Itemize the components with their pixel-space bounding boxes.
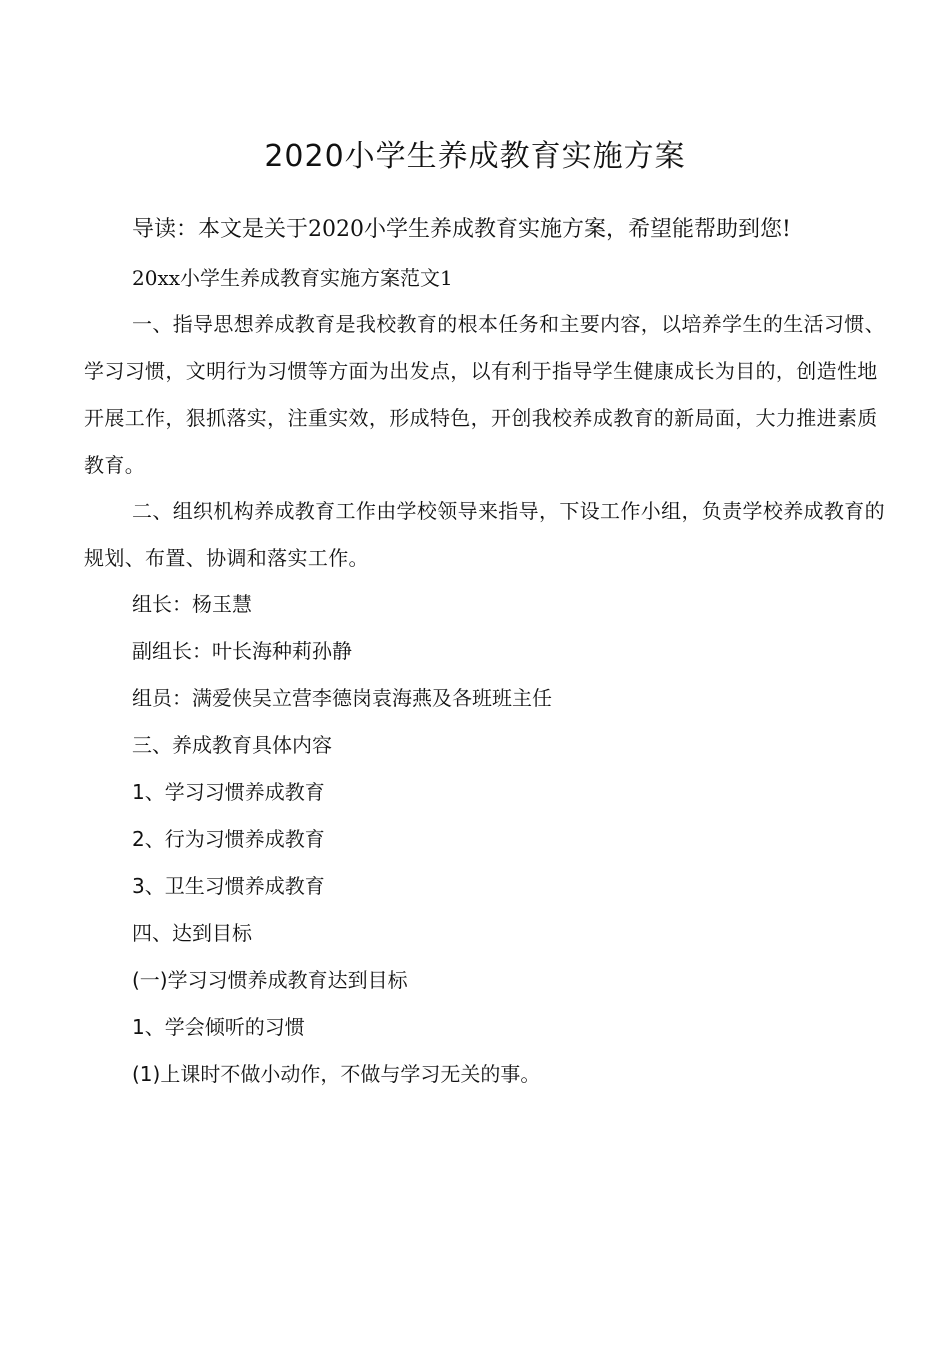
content-item-1: 1、学习习惯养成教育 xyxy=(132,780,325,804)
intro-line: 导读：本文是关于2020小学生养成教育实施方案，希望能帮助到您! xyxy=(132,217,791,242)
content-item-2: 2、行为习惯养成教育 xyxy=(132,827,325,851)
members-line: 组员：满爱侠吴立营李德岗袁海燕及各班班主任 xyxy=(132,686,552,710)
section-1-paragraph: 一、指导思想养成教育是我校教育的根本任务和主要内容，以培养学生的生活习惯、学习习惯，文明行为习惯等方面为出发点，以有利于指导学生健康成长为目的，创造性地开展工作，狠抓落实，注重实效，形成特色，开创我校养成教育的新局面，大力推进素质教育。 xyxy=(84,312,885,477)
classroom-behavior-item: (1)上课时不做小动作，不做与学习无关的事。 xyxy=(132,1062,541,1086)
leader-line: 组长：杨玉慧 xyxy=(132,592,252,616)
content-item-3: 3、卫生习惯养成教育 xyxy=(132,874,325,898)
listening-habit-item: 1、学会倾听的习惯 xyxy=(132,1015,305,1039)
section-4-heading: 四、达到目标 xyxy=(132,921,252,945)
section-3-heading: 三、养成教育具体内容 xyxy=(132,733,332,757)
section-2-paragraph: 二、组织机构养成教育工作由学校领导来指导，下设工作小组，负责学校养成教育的规划、布置、协调和落实工作。 xyxy=(84,499,885,570)
sample-heading: 20xx小学生养成教育实施方案范文1 xyxy=(132,266,453,290)
deputy-leader-line: 副组长：叶长海种莉孙静 xyxy=(132,639,352,663)
goal-subheading: (一)学习习惯养成教育达到目标 xyxy=(132,968,408,992)
document-title: 2020小学生养成教育实施方案 xyxy=(264,139,686,174)
